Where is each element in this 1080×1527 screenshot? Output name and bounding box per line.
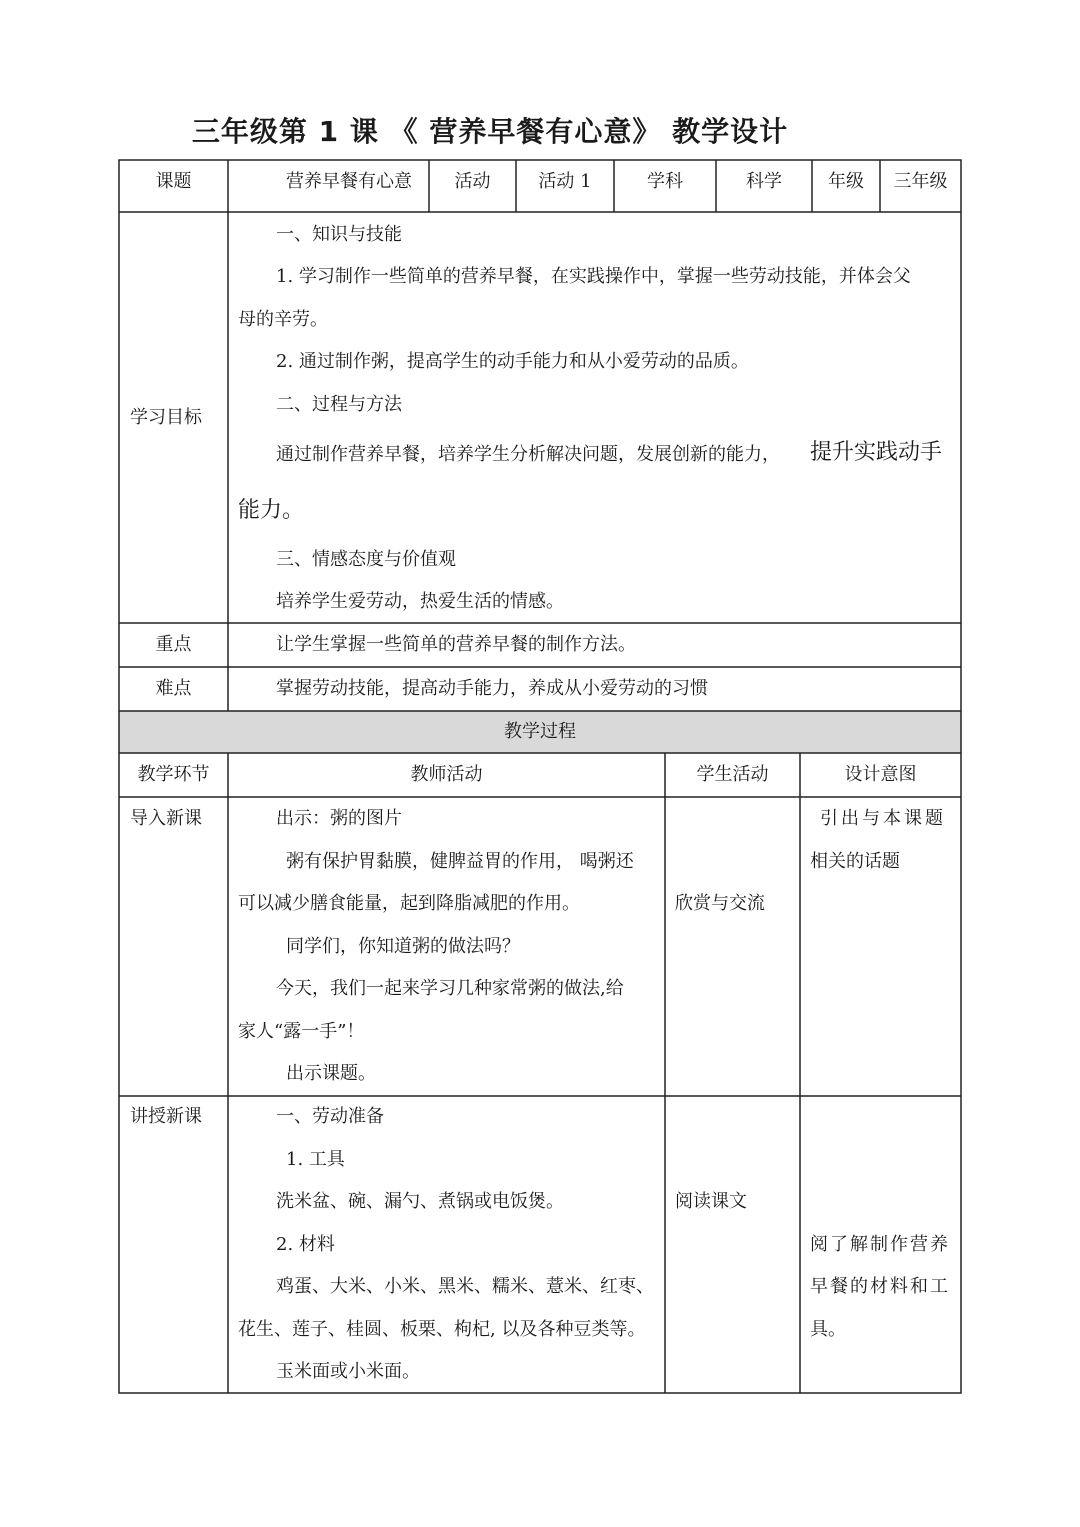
process-title: 教学过程: [504, 721, 576, 742]
student-activity: 阅读课文: [675, 1191, 747, 1212]
page-title: 三年级第 1 课 《 营养早餐有心意》 教学设计: [191, 115, 789, 148]
design-intent-line: 引出与本课题: [820, 808, 946, 829]
design-intent-line: 阅了解制作营养: [810, 1234, 950, 1255]
key-point-label: 重点: [155, 634, 192, 655]
column-header: 学生活动: [696, 764, 769, 785]
subject-value: 科学: [746, 171, 782, 192]
grade-label: 年级: [828, 171, 864, 192]
objective-line: 通过制作营养早餐，培养学生分析解决问题，发展创新的能力，: [276, 444, 780, 465]
topic-label: 课题: [155, 171, 192, 192]
teacher-line: 同学们，你知道粥的做法吗？: [286, 936, 520, 957]
objective-line-emphasis: 提升实践动手: [810, 440, 943, 465]
grade-value: 三年级: [893, 171, 948, 192]
teacher-line: 今天，我们一起来学习几种家常粥的做法,给: [276, 978, 624, 999]
objective-line: 母的辛劳。: [238, 309, 328, 330]
teacher-line: 玉米面或小米面。: [276, 1361, 420, 1382]
objective-line: 培养学生爱劳动，热爱生活的情感。: [276, 591, 564, 612]
difficulty-text: 掌握劳动技能，提高动手能力，养成从小爱劳动的习惯: [276, 678, 708, 699]
difficulty-label: 难点: [155, 678, 192, 699]
teacher-line: 2. 材料: [276, 1234, 335, 1255]
column-header: 教学环节: [137, 764, 210, 785]
teacher-line: 出示：粥的图片: [276, 808, 402, 829]
subject-label: 学科: [647, 171, 683, 192]
topic-value: 营养早餐有心意: [286, 171, 412, 192]
key-point-text: 让学生掌握一些简单的营养早餐的制作方法。: [276, 634, 636, 655]
activity-label: 活动: [454, 171, 491, 192]
design-intent-line: 早餐的材料和工: [810, 1276, 950, 1297]
column-header: 设计意图: [844, 764, 917, 785]
stage-intro: 导入新课: [130, 808, 202, 829]
teacher-line: 一、劳动准备: [276, 1106, 384, 1127]
stage-teach: 讲授新课: [130, 1106, 202, 1127]
objectives-label: 学习目标: [130, 407, 202, 428]
objective-line: 二、过程与方法: [276, 394, 402, 415]
activity-value: 活动 1: [538, 171, 592, 192]
objective-line: 2. 通过制作粥，提高学生的动手能力和从小爱劳动的品质。: [276, 351, 749, 372]
teacher-line: 洗米盆、碗、漏勺、煮锅或电饭煲。: [276, 1191, 564, 1212]
teacher-line: 花生、莲子、桂圆、板栗、枸杞, 以及各种豆类等。: [238, 1319, 646, 1340]
design-intent-line: 具。: [810, 1319, 846, 1340]
teacher-line: 粥有保护胃黏膜，健脾益胃的作用， 喝粥还: [286, 851, 634, 872]
teacher-line: 可以减少膳食能量，起到降脂减肥的作用。: [238, 893, 580, 914]
student-activity: 欣赏与交流: [675, 893, 765, 914]
objective-line-emphasis: 能力。: [238, 498, 305, 523]
objective-line: 1. 学习制作一些简单的营养早餐，在实践操作中，掌握一些劳动技能，并体会父: [276, 266, 911, 287]
objective-line: 三、情感态度与价值观: [276, 549, 456, 570]
design-intent-line: 相关的话题: [810, 851, 900, 872]
teacher-line: 1. 工具: [286, 1149, 345, 1170]
teacher-line: 出示课题。: [286, 1063, 376, 1084]
objective-line: 一、知识与技能: [276, 224, 402, 245]
column-header: 教师活动: [410, 764, 483, 785]
teacher-line: 家人“露一手”！: [238, 1021, 365, 1042]
teacher-line: 鸡蛋、大米、小米、黑米、糯米、薏米、红枣、: [276, 1276, 654, 1297]
